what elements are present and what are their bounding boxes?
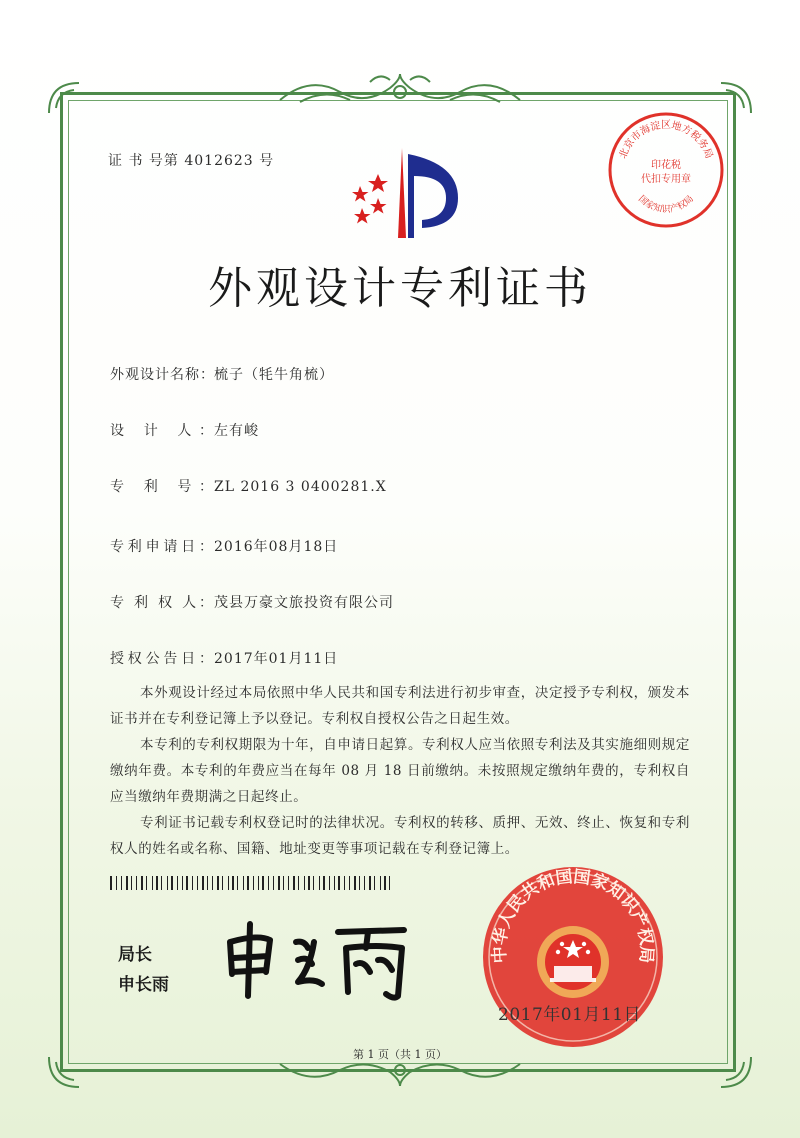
certificate-title: 外观设计专利证书 (208, 263, 592, 314)
page-number: 第 1 页（共 1 页） (353, 1048, 447, 1061)
svg-text:国家知识产权局 (636, 193, 696, 215)
field-label: 设 计 人： (110, 423, 214, 439)
tax-stamp-line2: 代扣专用章 (641, 174, 691, 185)
tax-stamp-outer-text: 北京市海淀区地方税务局 (617, 120, 715, 161)
field-label: 专利申请日： (110, 539, 214, 555)
field-value: 茂县万豪文旅投资有限公司 (214, 595, 394, 611)
signatory-title: 局长 (118, 945, 152, 965)
signatory-name: 申长雨 (118, 975, 169, 995)
field-value: 2017年01月11日 (214, 651, 339, 667)
barcode (110, 876, 392, 890)
field-value: 2016年08月18日 (214, 539, 339, 555)
field-value: 左有峻 (214, 423, 259, 439)
field-design-name (110, 364, 334, 384)
field-designer (110, 420, 259, 440)
field-label: 外观设计名称： (110, 367, 215, 383)
seal-text: 中华人民共和国国家知识产权局 (489, 866, 657, 964)
field-label: 授权公告日： (110, 651, 214, 667)
corner-ornament-tl (44, 78, 84, 118)
certificate-number: 证 书 号第 4012623 号 (108, 153, 275, 169)
handwritten-signature (218, 912, 418, 1002)
cnipa-logo (338, 146, 468, 246)
tax-stamp-line1: 印花税 (651, 160, 681, 171)
field-value: ZL 2016 3 0400281.X (214, 479, 387, 495)
paragraph-grant: 本外观设计经过本局依照中华人民共和国专利法进行初步审查，决定授予专利权，颁发本证书并在专利登记簿上予以登记。专利权自授权公告之日起生效。 (110, 685, 690, 727)
tax-stamp (606, 110, 726, 230)
seal-date: 2017年01月11日 (498, 1005, 642, 1025)
field-application-date (110, 536, 338, 556)
field-patentee (110, 592, 394, 612)
tax-stamp-bottom-text: 国家知识产权局 (636, 194, 696, 215)
field-label: 专 利 权 人： (110, 595, 214, 611)
field-value: 梳子（牦牛角梳） (214, 367, 334, 383)
paragraph-legal-status: 专利证书记载专利权登记时的法律状况。专利权的转移、质押、无效、终止、恢复和专利权人的姓名或名称、国籍、地址变更等事项记载在专利登记簿上。 (110, 815, 690, 857)
body-text (110, 680, 690, 862)
field-announcement-date (110, 648, 338, 668)
top-ornament (270, 70, 530, 110)
field-patent-number (110, 476, 387, 496)
national-emblem-icon (537, 926, 609, 998)
field-label: 专 利 号： (110, 479, 214, 495)
paragraph-term: 本专利的专利权期限为十年，自申请日起算。专利权人应当依照专利法及其实施细则规定缴纳年费。本专利的年费应当在每年 08 月 18 日前缴纳。未按照规定缴纳年费的，专利权自应当缴纳年费期满之日起终止。 (110, 737, 690, 805)
bottom-ornament (270, 1058, 530, 1090)
